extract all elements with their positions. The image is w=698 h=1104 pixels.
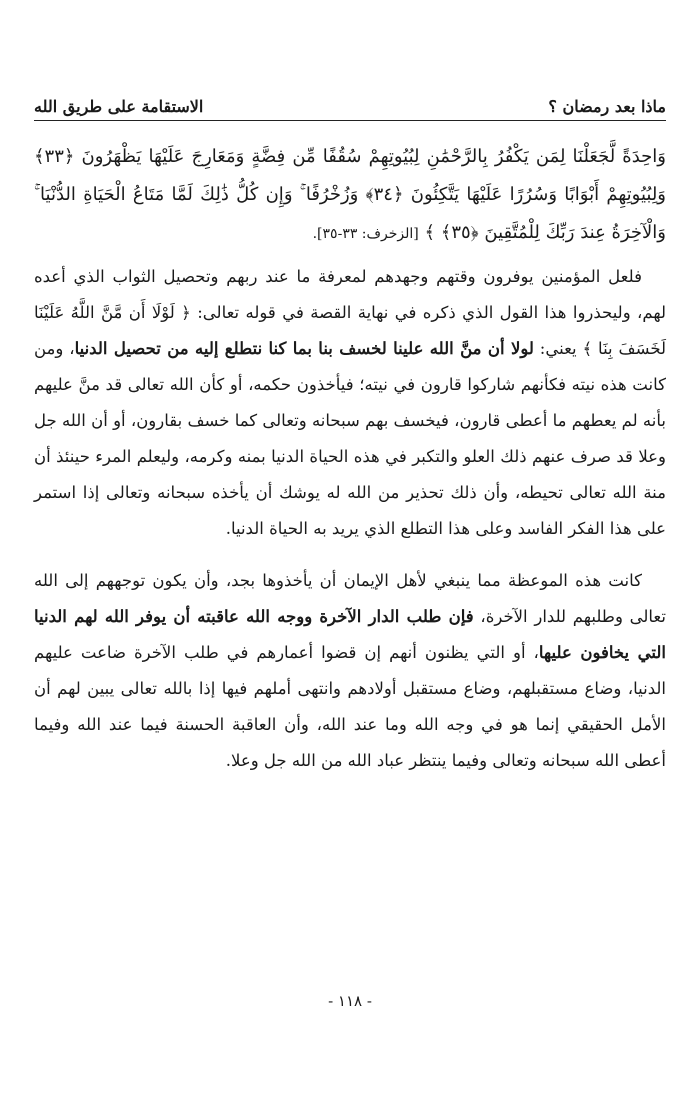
running-header (34, 88, 666, 116)
paragraph-2-text-b: ، أو التي يظنون أنهم إن قضوا أعمارهم في طلب الآخرة ضاعت عليهم الدنيا، وضاع مستقبلهم، وضاع مستقبل أولادهم وانتهى أملهم فيها إذا بالله تعالى يبين لهم أن الأمل الحقيقي إنما هو في وجه الله وما عند الله، وأن العاقبة الحسنة فيما عند الله وفيما أعطى الله سبحانه وتعالى وفيما ينتظر عباد الله من الله جل وعلا. (34, 643, 666, 770)
page-number: - ١١٨ - (328, 992, 372, 1010)
paragraph-1-text-a: فلعل المؤمنين يوفرون وقتهم وجهدهم لمعرفة ما عند ربهم وتحصيل الثواب الذي أعده لهم، وليحذروا هذا القول الذي ذكره في نهاية القصة في قوله تعالى: ﴿ لَوْلَا أَن مَّنَّ اللَّهُ عَلَيْنَا لَخَسَفَ بِنَا ﴾ يعني: (34, 267, 666, 358)
verse-reference: [الزخرف: ٣٣-٣٥]. (312, 226, 419, 242)
paragraph-2-text-a: كانت هذه الموعظة مما ينبغي لأهل الإيمان أن يأخذوها بجد، وأن يكون توجههم إلى الله تعالى وطلبهم للدار الآخرة، (34, 571, 666, 626)
chapter-title: ماذا بعد رمضان ؟ (548, 97, 666, 116)
paragraph-2-bold: فإن طلب الدار الآخرة ووجه الله عاقبته أن يوفر الله لهم الدنيا التي يخافون عليها (34, 607, 666, 662)
book-page (34, 0, 666, 1104)
header-divider (34, 120, 666, 121)
book-title: الاستقامة على طريق الله (34, 97, 204, 116)
quran-verse-text: وَاحِدَةً لَّجَعَلْنَا لِمَن يَكْفُرُ بِالرَّحْمَٰنِ لِبُيُوتِهِمْ سُقُفًا مِّن فِضَّةٍ وَمَعَارِجَ عَلَيْهَا يَظْهَرُونَ ﴿٣٣﴾ وَلِبُيُوتِهِمْ أَبْوَابًا وَسُرُرًا عَلَيْهَا يَتَّكِئُونَ ﴿٣٤﴾ وَزُخْرُفًا ۚ وَإِن كُلُّ ذَٰلِكَ لَمَّا مَتَاعُ الْحَيَاةِ الدُّنْيَا ۚ وَالْآخِرَةُ عِندَ رَبِّكَ لِلْمُتَّقِينَ ﴿٣٥﴾ ﴾ (34, 146, 667, 243)
paragraph-1-bold: لولا أن منَّ الله علينا لخسف بنا بما كنا نتطلع إليه من تحصيل الدنيا (74, 339, 534, 358)
paragraph-2 (34, 563, 666, 779)
paragraph-1-text-b: ، ومن كانت هذه نيته فكأنهم شاركوا قارون في نيته؛ فيأخذون حكمه، أو كأن الله تعالى قد منَّ عليهم بأنه لم يعطهم ما أعطى قارون، فيخسف بهم سبحانه وتعالى كما خسف بقارون، أو أن الله جل وعلا قد صرف عنهم ذلك العلو والتكبر في هذه الحياة الدنيا بمنه وكرمه، وليعلم المرء حينئذ أن منة الله تعالى تحيطه، وأن ذلك تحذير من الله له يوشك أن يأخذه سبحانه وتعالى إذا استمر على هذا الفكر الفاسد وعلى هذا التطلع الذي يريد به الحياة الدنيا. (34, 339, 666, 538)
page-body (34, 138, 666, 795)
paragraph-1 (34, 259, 666, 547)
quran-verse-block (34, 138, 666, 253)
